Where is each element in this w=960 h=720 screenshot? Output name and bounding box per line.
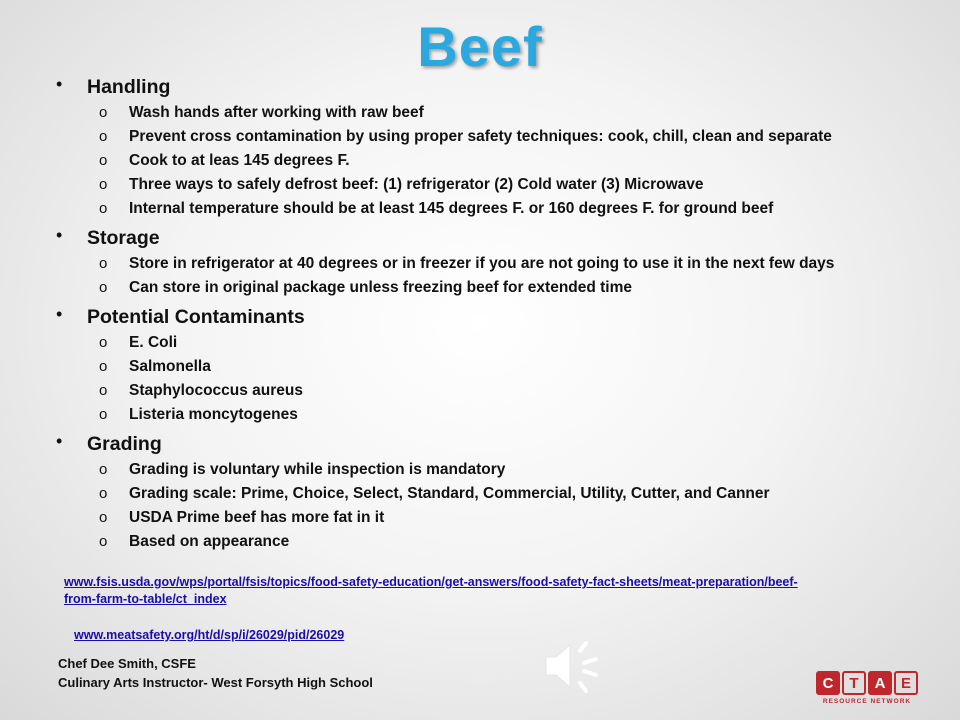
bullet-icon: •	[56, 304, 63, 324]
sub-bullet-icon: o	[99, 104, 108, 121]
sub-item	[87, 482, 936, 506]
sub-item-text: Cook to at leas 145 degrees F.	[129, 152, 350, 169]
sub-item	[87, 403, 936, 427]
sub-bullet-icon: o	[99, 382, 108, 399]
sub-bullet-icon: o	[99, 152, 108, 169]
footer-author: Chef Dee Smith, CSFE	[58, 656, 196, 671]
fsis-link[interactable]: www.fsis.usda.gov/wps/portal/fsis/topics/food-safety-education/get-answers/food-safety-fact-sheets/meat-preparation/beef-from-farm-to-table/ct_index	[64, 575, 798, 606]
sub-list	[87, 458, 936, 554]
sub-bullet-icon: o	[99, 509, 108, 526]
sub-list	[87, 331, 936, 427]
logo-subtitle: RESOURCE NETWORK	[822, 698, 912, 705]
sub-item-text: Salmonella	[129, 358, 211, 375]
sub-item	[87, 101, 936, 125]
logo-letter-a: A	[868, 671, 892, 695]
sub-bullet-icon: o	[99, 128, 108, 145]
sub-bullet-icon: o	[99, 255, 108, 272]
section-storage	[56, 224, 936, 300]
logo-letter-e: E	[894, 671, 918, 695]
sub-item	[87, 530, 936, 554]
sub-list	[87, 101, 936, 221]
sub-bullet-icon: o	[99, 358, 108, 375]
sub-bullet-icon: o	[99, 406, 108, 423]
section-heading: Handling	[87, 76, 171, 98]
sub-item-text: Three ways to safely defrost beef: (1) refrigerator (2) Cold water (3) Microwave	[129, 176, 704, 193]
sub-item	[87, 125, 936, 149]
bullet-icon: •	[56, 74, 63, 94]
sub-item-text: Grading is voluntary while inspection is mandatory	[129, 461, 506, 478]
section-heading: Grading	[87, 433, 162, 455]
sub-item	[87, 506, 936, 530]
sub-item	[87, 252, 936, 276]
sub-item	[87, 331, 936, 355]
sub-bullet-icon: o	[99, 334, 108, 351]
sub-item-text: USDA Prime beef has more fat in it	[129, 509, 385, 526]
slide-title: Beef	[417, 15, 543, 78]
sub-item-text: Based on appearance	[129, 533, 290, 550]
section-handling	[56, 73, 936, 221]
logo-letter-c: C	[816, 671, 840, 695]
sub-item	[87, 355, 936, 379]
section-heading: Storage	[87, 227, 160, 249]
sub-item-text: Wash hands after working with raw beef	[129, 104, 424, 121]
sub-bullet-icon: o	[99, 461, 108, 478]
sub-bullet-icon: o	[99, 176, 108, 193]
sub-bullet-icon: o	[99, 533, 108, 550]
sub-item-text: Prevent cross contamination by using proper safety techniques: cook, chill, clean and separate	[129, 128, 832, 145]
section-heading: Potential Contaminants	[87, 306, 305, 328]
sub-item	[87, 276, 936, 300]
meatsafety-link[interactable]: www.meatsafety.org/ht/d/sp/i/26029/pid/26029	[74, 628, 345, 642]
bullet-icon: •	[56, 225, 63, 245]
sub-item-text: Staphylococcus aureus	[129, 382, 304, 399]
sub-list	[87, 252, 936, 300]
section-grading	[56, 430, 936, 554]
sub-item-text: Store in refrigerator at 40 degrees or in freezer if you are not going to use it in the next few days	[129, 255, 835, 272]
speaker-icon[interactable]	[540, 633, 612, 699]
sub-item-text: Can store in original package unless freezing beef for extended time	[129, 279, 633, 296]
sub-item-text: Listeria moncytogenes	[129, 406, 298, 423]
sub-bullet-icon: o	[99, 200, 108, 217]
section-potential-contaminants	[56, 303, 936, 427]
footer-credits	[58, 654, 373, 692]
slide-content	[56, 73, 936, 554]
sub-item	[87, 458, 936, 482]
sub-item-text: Grading scale: Prime, Choice, Select, Standard, Commercial, Utility, Cutter, and Canner	[129, 485, 770, 502]
sub-item	[87, 149, 936, 173]
sub-bullet-icon: o	[99, 485, 108, 502]
sub-bullet-icon: o	[99, 279, 108, 296]
sub-item	[87, 197, 936, 221]
footer-role: Culinary Arts Instructor- West Forsyth High School	[58, 675, 373, 690]
sub-item	[87, 379, 936, 403]
ctae-logo	[816, 671, 918, 709]
bullet-icon: •	[56, 431, 63, 451]
sub-item-text: Internal temperature should be at least 145 degrees F. or 160 degrees F. for ground beef	[129, 200, 774, 217]
sub-item-text: E. Coli	[129, 334, 178, 351]
logo-letters	[816, 671, 918, 695]
sub-item	[87, 173, 936, 197]
logo-letter-t: T	[842, 671, 866, 695]
